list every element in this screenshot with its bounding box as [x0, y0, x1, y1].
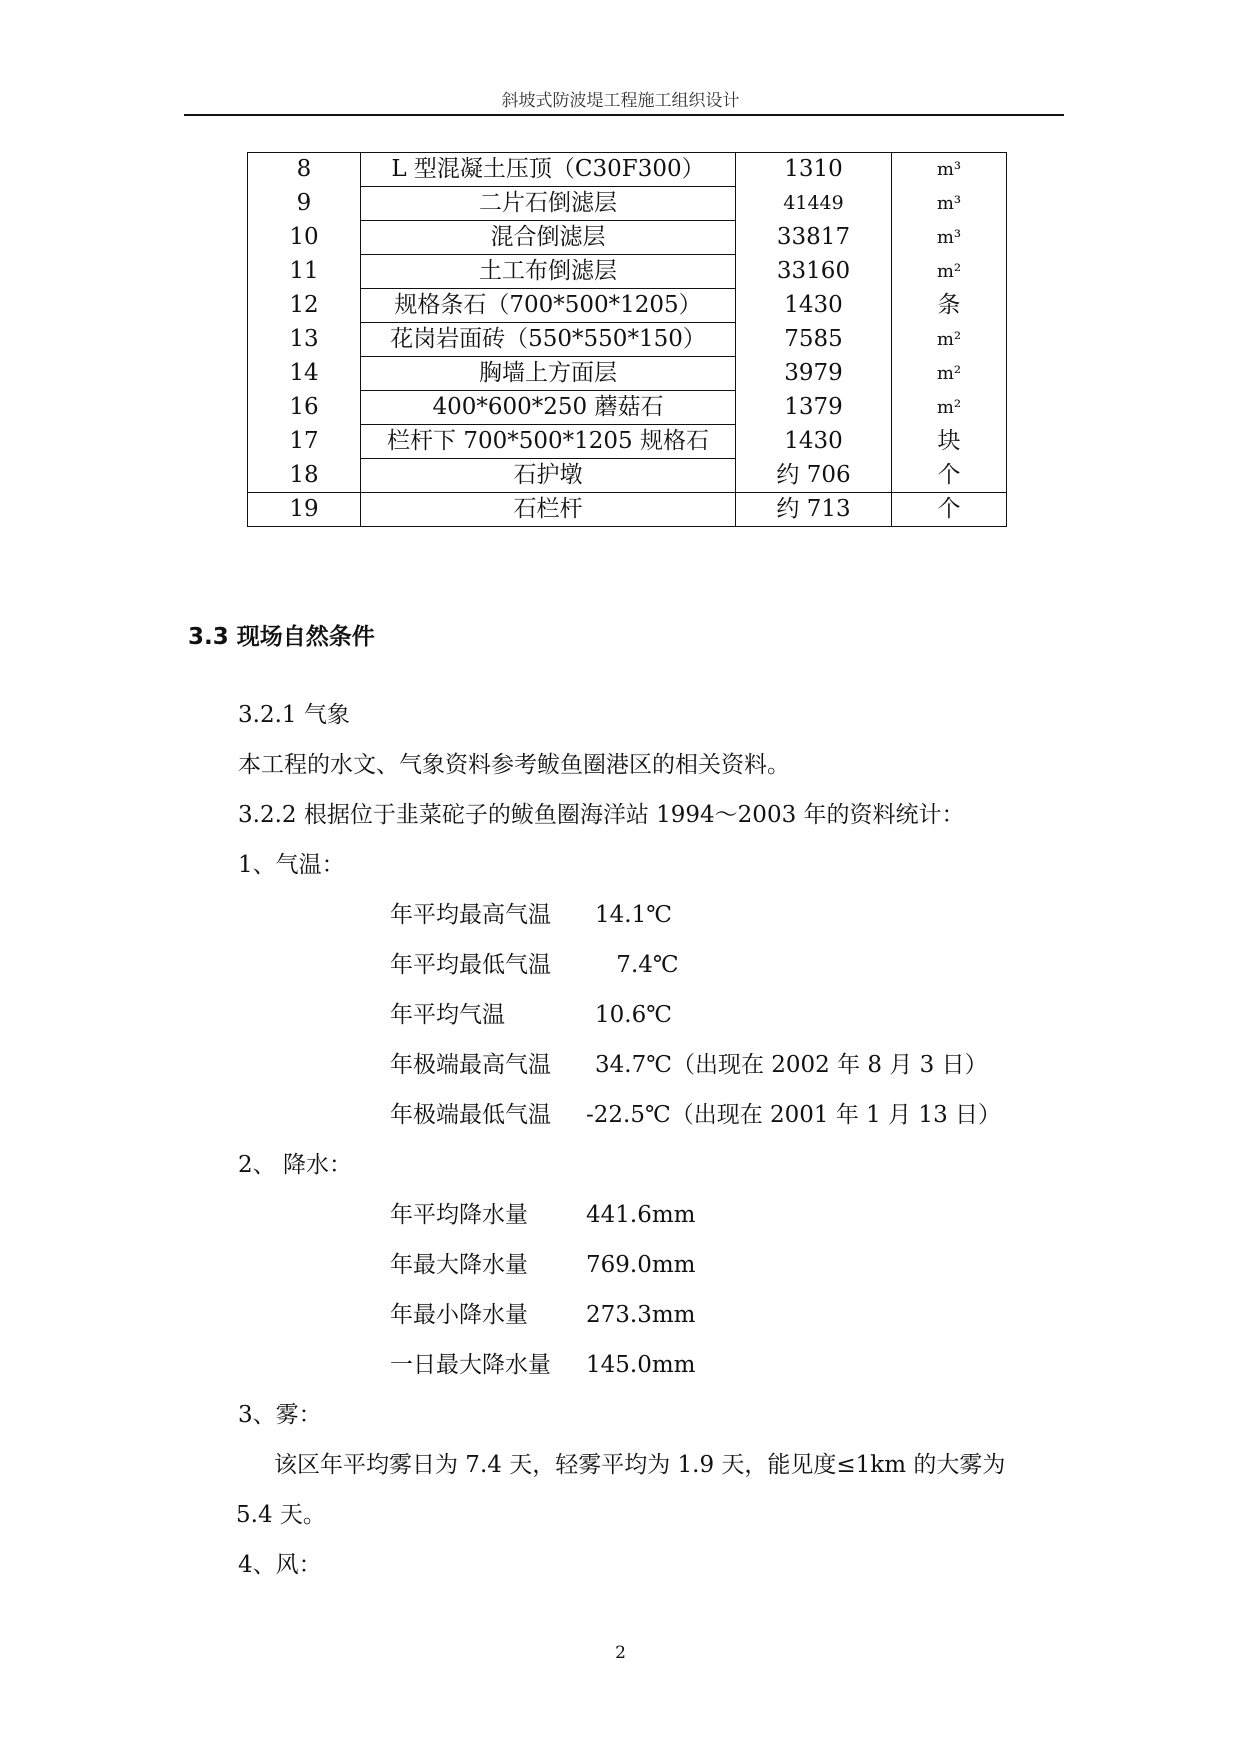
unit-cell: m³ [892, 221, 1007, 255]
section-heading: 3.3 现场自然条件 [188, 624, 375, 650]
quantity-cell: 3979 [784, 360, 843, 386]
temperature-value: 10.6℃ [595, 1002, 672, 1028]
quantity-cell: 1310 [736, 153, 892, 187]
unit-cell: 个 [892, 459, 1007, 493]
item-name-cell: 土工布倒滤层 [361, 255, 736, 289]
quantity-cell: 约 713 [736, 493, 892, 527]
precipitation-item [390, 1346, 695, 1379]
temperature-title: 1、气温： [238, 852, 345, 878]
table-row [248, 425, 1007, 459]
precipitation-label: 年最小降水量 [390, 1302, 528, 1328]
table-row [248, 357, 1007, 391]
temperature-label: 年平均最高气温 [390, 902, 551, 928]
table-row [248, 323, 1007, 357]
item-name-cell: 栏杆下 700*500*1205 规格石 [361, 425, 736, 459]
row-number-cell: 18 [248, 459, 361, 493]
precipitation-label: 年平均降水量 [390, 1202, 528, 1228]
precipitation-value: 441.6mm [586, 1202, 696, 1228]
precipitation-value: 769.0mm [586, 1252, 696, 1278]
item-name-cell: 胸墙上方面层 [361, 357, 736, 391]
meteorology-body: 本工程的水文、气象资料参考鲅鱼圈港区的相关资料。 [238, 752, 790, 778]
quantity-cell: 41449 [783, 192, 844, 214]
quantity-cell: 1430 [784, 292, 843, 318]
temperature-item [390, 946, 679, 979]
row-number-cell: 9 [248, 187, 361, 221]
row-number-cell: 8 [248, 153, 361, 187]
table-row [248, 391, 1007, 425]
quantity-cell: 1379 [784, 394, 843, 420]
fog-title: 3、雾： [238, 1402, 322, 1428]
unit-cell: m² [892, 391, 1007, 425]
quantity-cell: 1430 [784, 428, 843, 454]
temperature-item [390, 1096, 1001, 1129]
header-rule [184, 114, 1064, 116]
row-number-cell: 17 [248, 425, 361, 459]
temperature-item [390, 996, 672, 1029]
header-title: 斜坡式防波堤工程施工组织设计 [501, 91, 740, 111]
row-number-cell: 12 [248, 289, 361, 323]
temperature-label: 年极端最高气温 [390, 1052, 551, 1078]
quantity-cell: 33160 [776, 258, 851, 284]
row-number-cell: 14 [248, 357, 361, 391]
unit-cell: 条 [892, 289, 1007, 323]
subsection-title-meteorology: 3.2.1 气象 [238, 702, 350, 728]
table-row [248, 221, 1007, 255]
quantity-cell: 7585 [784, 326, 843, 352]
table-row [248, 493, 1007, 527]
item-name-cell: 规格条石（700*500*1205） [361, 289, 736, 323]
precipitation-label: 年最大降水量 [390, 1252, 528, 1278]
precipitation-item [390, 1196, 695, 1229]
row-number-cell: 19 [248, 493, 361, 527]
item-name-cell: 石栏杆 [361, 493, 736, 527]
unit-cell: 块 [892, 425, 1007, 459]
table-row [248, 255, 1007, 289]
quantity-table [247, 152, 1007, 527]
unit-cell: 个 [892, 493, 1007, 527]
quantity-cell: 33817 [776, 224, 851, 250]
temperature-label: 年平均最低气温 [390, 952, 551, 978]
precipitation-value: 145.0mm [586, 1352, 696, 1378]
temperature-label: 年平均气温 [390, 1002, 505, 1028]
unit-cell: m² [892, 357, 1007, 391]
temperature-value: 7.4℃ [609, 952, 679, 978]
unit-cell: m² [892, 255, 1007, 289]
page-number: 2 [615, 1643, 626, 1663]
precipitation-item [390, 1246, 695, 1279]
temperature-item [390, 1046, 988, 1079]
item-name-cell: 混合倒滤层 [361, 221, 736, 255]
unit-cell: m³ [892, 153, 1007, 187]
temperature-label: 年极端最低气温 [390, 1102, 551, 1128]
table-row [248, 459, 1007, 493]
precipitation-label: 一日最大降水量 [390, 1352, 551, 1378]
row-number-cell: 13 [248, 323, 361, 357]
fog-body-line1: 该区年平均雾日为 7.4 天，轻雾平均为 1.9 天，能见度≤1km 的大雾为 [274, 1452, 1006, 1478]
table-row [248, 187, 1007, 221]
precipitation-value: 273.3mm [586, 1302, 696, 1328]
temperature-value: 14.1℃ [595, 902, 672, 928]
item-name-cell: 二片石倒滤层 [361, 187, 736, 221]
table-row [248, 153, 1007, 187]
wind-title: 4、风： [238, 1552, 322, 1578]
temperature-item [390, 896, 672, 929]
temperature-value: 34.7℃（出现在 2002 年 8 月 3 日） [595, 1052, 988, 1078]
item-name-cell: L 型混凝土压顶（C30F300） [361, 153, 736, 187]
item-name-cell: 石护墩 [361, 459, 736, 493]
precipitation-item [390, 1296, 695, 1329]
row-number-cell: 11 [248, 255, 361, 289]
item-name-cell: 400*600*250 蘑菇石 [361, 391, 736, 425]
unit-cell: m³ [892, 187, 1007, 221]
unit-cell: m² [892, 323, 1007, 357]
row-number-cell: 10 [248, 221, 361, 255]
row-number-cell: 16 [248, 391, 361, 425]
table-row [248, 289, 1007, 323]
item-name-cell: 花岗岩面砖（550*550*150） [361, 323, 736, 357]
quantity-cell: 约 706 [776, 461, 851, 488]
precipitation-title: 2、 降水： [238, 1152, 352, 1178]
temperature-value: -22.5℃（出现在 2001 年 1 月 13 日） [586, 1102, 1002, 1128]
fog-body-line2: 5.4 天。 [236, 1502, 326, 1528]
subsection-title-statistics: 3.2.2 根据位于韭菜砣子的鲅鱼圈海洋站 1994～2003 年的资料统计： [238, 802, 965, 828]
